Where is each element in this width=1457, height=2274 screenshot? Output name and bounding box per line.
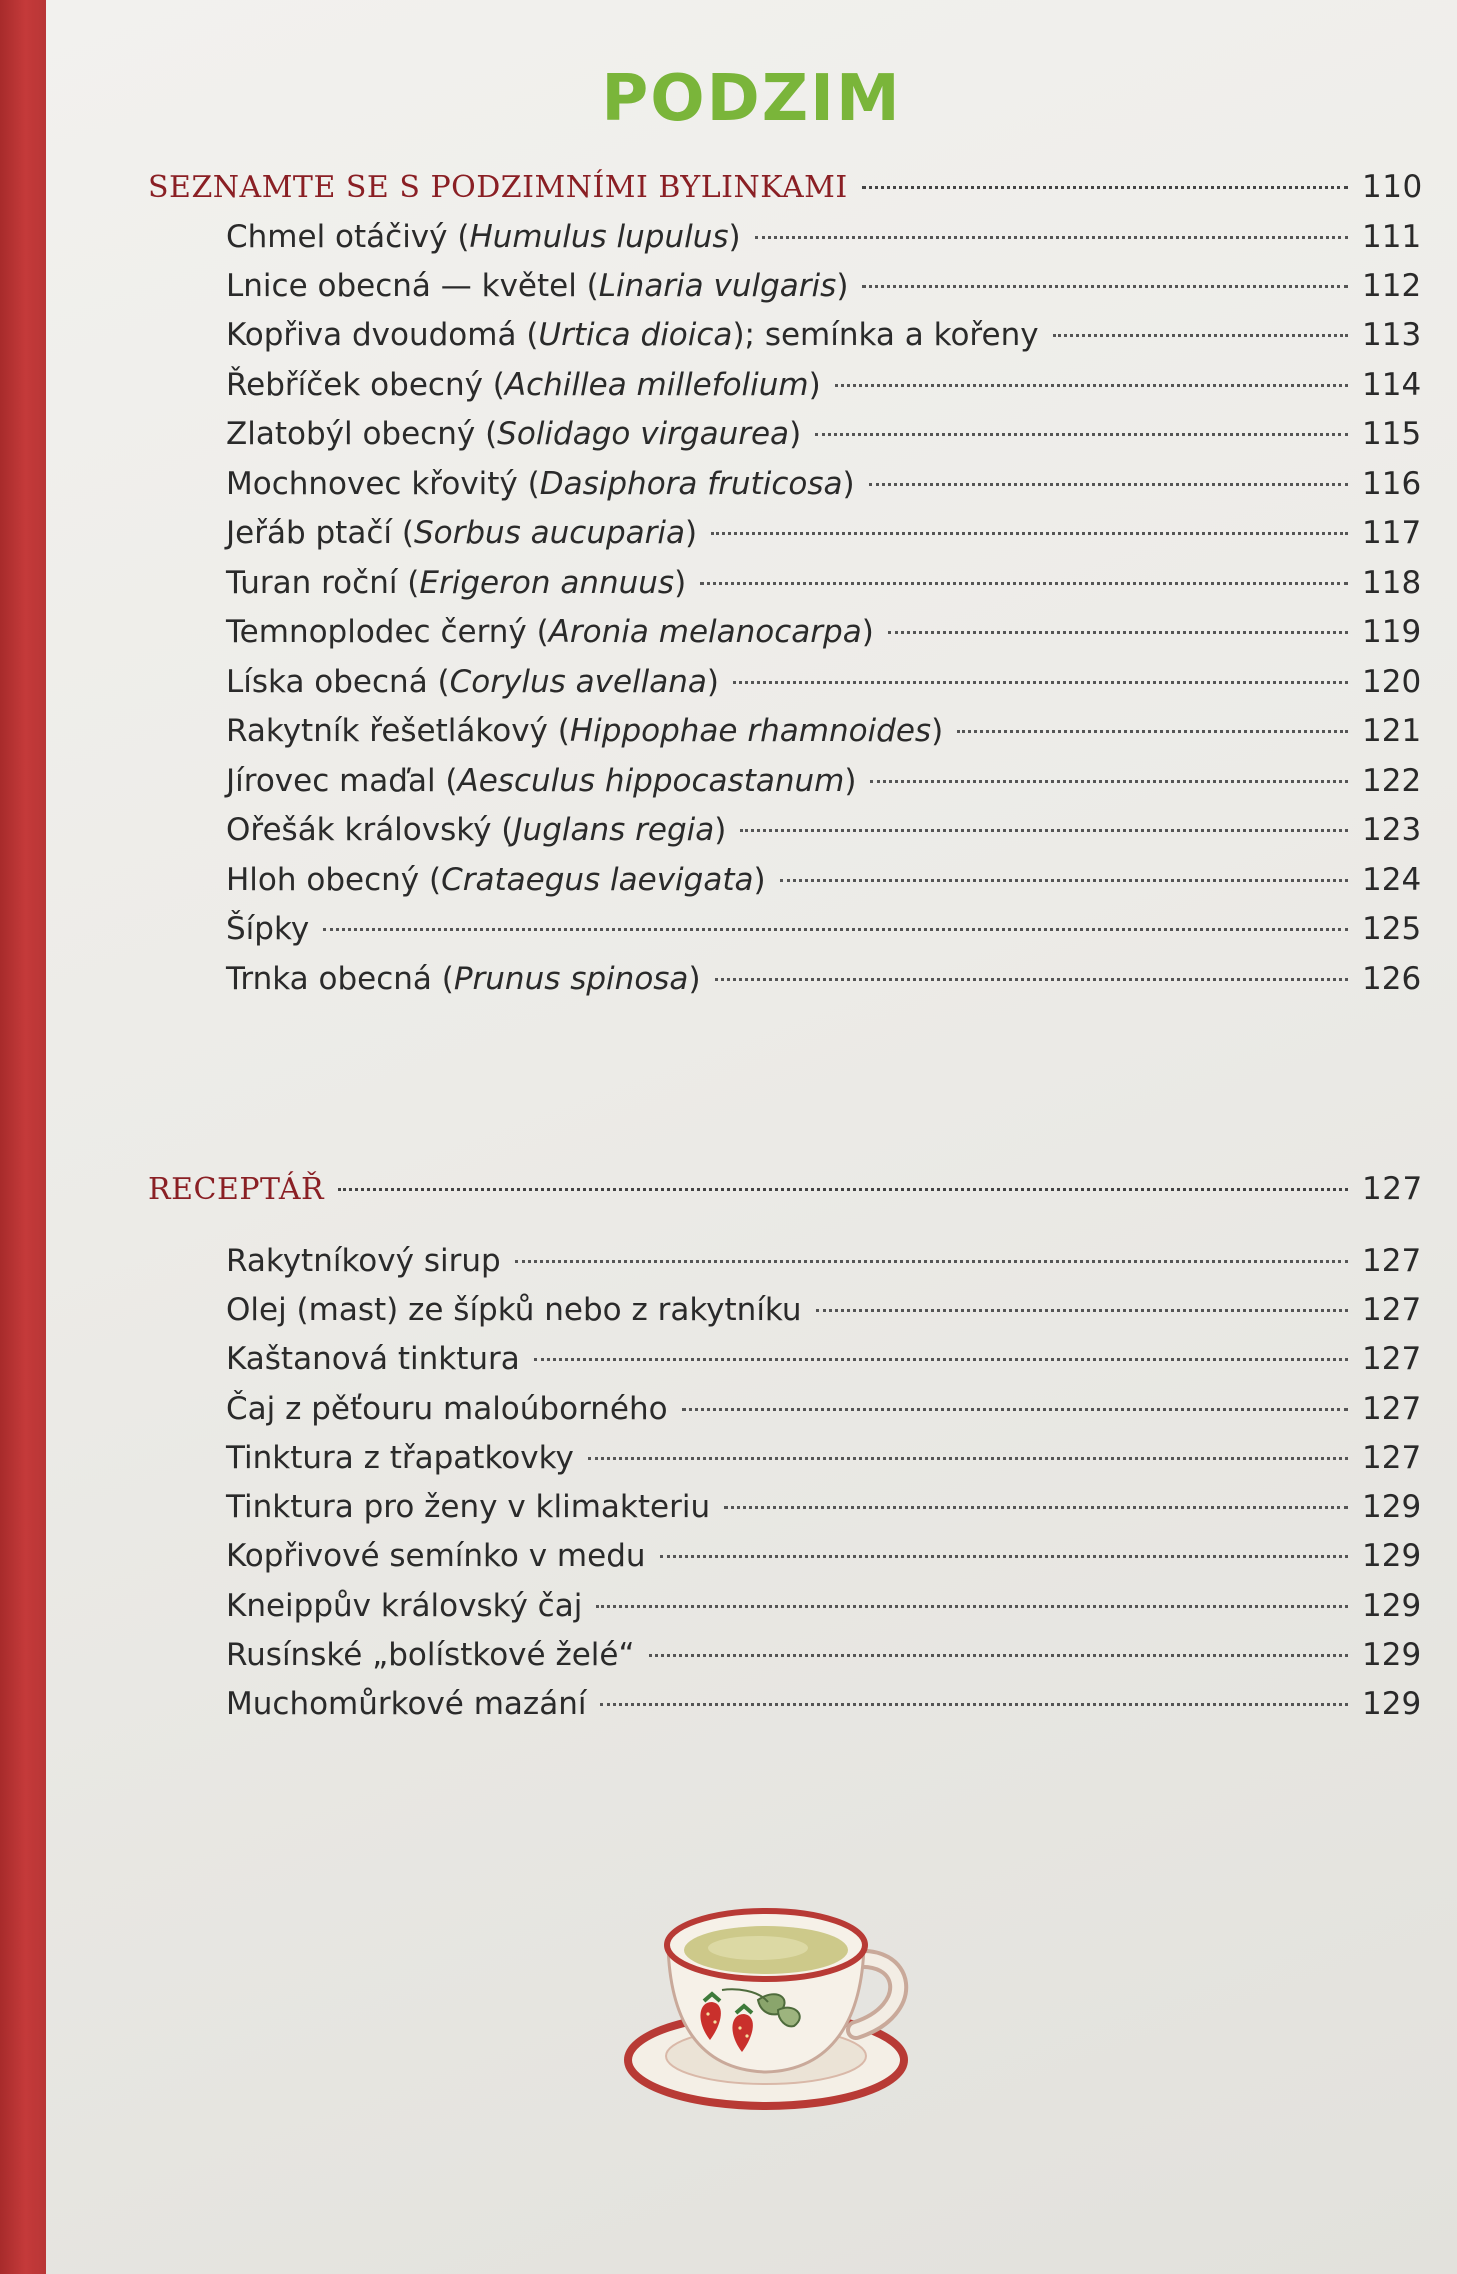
teacup-illustration	[618, 1890, 948, 2120]
toc-entry[interactable]	[226, 510, 1420, 556]
toc-entry[interactable]	[226, 708, 1420, 754]
page-number: 125	[1362, 911, 1422, 947]
leader-dots	[740, 829, 1348, 832]
leader-dots	[596, 1605, 1348, 1608]
book-page	[46, 0, 1457, 2274]
entry-label: Hloh obecný (Crataegus laevigata)	[226, 862, 766, 898]
page-number: 127	[1362, 1171, 1423, 1207]
entry-label: Šípky	[226, 911, 310, 947]
toc-entry[interactable]	[226, 1336, 1420, 1382]
entry-label: Jeřáb ptačí (Sorbus aucuparia)	[226, 515, 698, 551]
leader-dots	[700, 582, 1348, 585]
page-number: 126	[1362, 961, 1422, 997]
entry-label: Kneippův královský čaj	[226, 1588, 583, 1624]
leader-dots	[780, 879, 1348, 882]
leader-dots	[711, 532, 1348, 535]
page-number: 129	[1362, 1489, 1422, 1525]
entry-label: Líska obecná (Corylus avellana)	[226, 664, 720, 700]
entry-label: Rakytník řešetlákový (Hippophae rhamnoides)	[226, 713, 944, 749]
leader-dots	[835, 384, 1348, 387]
page-number: 127	[1362, 1292, 1422, 1328]
page-number: 127	[1362, 1440, 1422, 1476]
entry-label: Řebříček obecný (Achillea millefolium)	[226, 367, 821, 403]
toc-entry[interactable]	[226, 906, 1420, 952]
page-number: 122	[1362, 763, 1422, 799]
toc-entry[interactable]	[226, 214, 1420, 260]
entry-label: Čaj z pěťouru maloúborného	[226, 1391, 668, 1427]
leader-dots	[869, 483, 1348, 486]
page-number: 115	[1362, 416, 1422, 452]
toc-entry[interactable]	[226, 1681, 1420, 1727]
toc-entry[interactable]	[226, 1484, 1420, 1530]
toc-entry[interactable]	[226, 609, 1420, 655]
toc-entry[interactable]	[226, 461, 1420, 507]
leader-dots	[338, 1188, 1348, 1191]
entry-label: Zlatobýl obecný (Solidago virgaurea)	[226, 416, 802, 452]
page-number: 110	[1362, 169, 1423, 205]
page-number: 121	[1362, 713, 1422, 749]
toc-entry[interactable]	[226, 807, 1420, 853]
toc-entry[interactable]	[226, 857, 1420, 903]
page-number: 129	[1362, 1686, 1422, 1722]
leader-dots	[733, 681, 1348, 684]
entry-label: Kaštanová tinktura	[226, 1341, 520, 1377]
leader-dots	[862, 186, 1348, 189]
entry-label: Tinktura z třapatkovky	[226, 1440, 574, 1476]
toc-entry[interactable]	[226, 1533, 1420, 1579]
toc-entry[interactable]	[226, 1386, 1420, 1432]
page-number: 127	[1362, 1341, 1422, 1377]
leader-dots	[815, 433, 1348, 436]
leader-dots	[1053, 334, 1348, 337]
entry-label: Trnka obecná (Prunus spinosa)	[226, 961, 701, 997]
toc-entry[interactable]	[226, 411, 1420, 457]
page-number: 118	[1362, 565, 1422, 601]
toc-entry[interactable]	[226, 1632, 1420, 1678]
toc-section-heading[interactable]	[148, 1166, 1423, 1212]
leader-dots	[515, 1260, 1348, 1263]
leader-dots	[888, 631, 1348, 634]
page-number: 124	[1362, 862, 1422, 898]
leader-dots	[862, 285, 1348, 288]
leader-dots	[957, 730, 1348, 733]
page-number: 129	[1362, 1538, 1422, 1574]
book-spine-edge	[0, 0, 46, 2274]
entry-label: Rusínské „bolístkové želé“	[226, 1637, 635, 1673]
section-label: SEZNAMTE SE S PODZIMNÍMI BYLINKAMI	[148, 170, 848, 205]
toc-entry[interactable]	[226, 263, 1420, 309]
page-number: 119	[1362, 614, 1422, 650]
leader-dots	[816, 1309, 1348, 1312]
page-number: 113	[1362, 317, 1422, 353]
page-number: 117	[1362, 515, 1422, 551]
toc-entry[interactable]	[226, 1435, 1420, 1481]
entry-label: Olej (mast) ze šípků nebo z rakytníku	[226, 1292, 802, 1328]
leader-dots	[649, 1654, 1348, 1657]
toc-entry[interactable]	[226, 758, 1420, 804]
page-number: 116	[1362, 466, 1422, 502]
toc-entry[interactable]	[226, 312, 1420, 358]
toc-entry[interactable]	[226, 956, 1420, 1002]
toc-entry[interactable]	[226, 1583, 1420, 1629]
leader-dots	[323, 928, 1348, 931]
toc-entry[interactable]	[226, 1238, 1420, 1284]
leader-dots	[715, 978, 1348, 981]
entry-label: Muchomůrkové mazání	[226, 1686, 587, 1722]
toc-section-heading[interactable]	[148, 164, 1423, 210]
leader-dots	[724, 1506, 1348, 1509]
page-title: PODZIM	[601, 62, 902, 136]
page-number: 120	[1362, 664, 1422, 700]
page-number: 112	[1362, 268, 1422, 304]
page-number: 127	[1362, 1391, 1422, 1427]
entry-label: Rakytníkový sirup	[226, 1243, 501, 1279]
toc-entry[interactable]	[226, 560, 1420, 606]
leader-dots	[755, 236, 1348, 239]
leader-dots	[534, 1358, 1348, 1361]
entry-label: Temnoplodec černý (Aronia melanocarpa)	[226, 614, 874, 650]
page-number: 111	[1362, 219, 1422, 255]
entry-label: Jírovec maďal (Aesculus hippocastanum)	[226, 763, 857, 799]
entry-label: Turan roční (Erigeron annuus)	[226, 565, 687, 601]
entry-label: Mochnovec křovitý (Dasiphora fruticosa)	[226, 466, 855, 502]
page-number: 129	[1362, 1637, 1422, 1673]
leader-dots	[660, 1555, 1348, 1558]
leader-dots	[600, 1703, 1348, 1706]
page-number: 127	[1362, 1243, 1422, 1279]
entry-label: Chmel otáčivý (Humulus lupulus)	[226, 219, 741, 255]
page-number: 123	[1362, 812, 1422, 848]
leader-dots	[588, 1457, 1348, 1460]
leader-dots	[870, 780, 1348, 783]
toc-entry[interactable]	[226, 1287, 1420, 1333]
toc-entry[interactable]	[226, 362, 1420, 408]
page-number: 114	[1362, 367, 1422, 403]
entry-label: Kopřivové semínko v medu	[226, 1538, 646, 1574]
section-label: RECEPTÁŘ	[148, 1172, 325, 1207]
leader-dots	[682, 1408, 1348, 1411]
entry-label: Ořešák královský (Juglans regia)	[226, 812, 727, 848]
toc-entry[interactable]	[226, 659, 1420, 705]
entry-label: Kopřiva dvoudomá (Urtica dioica); semínka a kořeny	[226, 317, 1039, 353]
entry-label: Tinktura pro ženy v klimakteriu	[226, 1489, 711, 1525]
page-number: 129	[1362, 1588, 1422, 1624]
entry-label: Lnice obecná — květel (Linaria vulgaris)	[226, 268, 849, 304]
